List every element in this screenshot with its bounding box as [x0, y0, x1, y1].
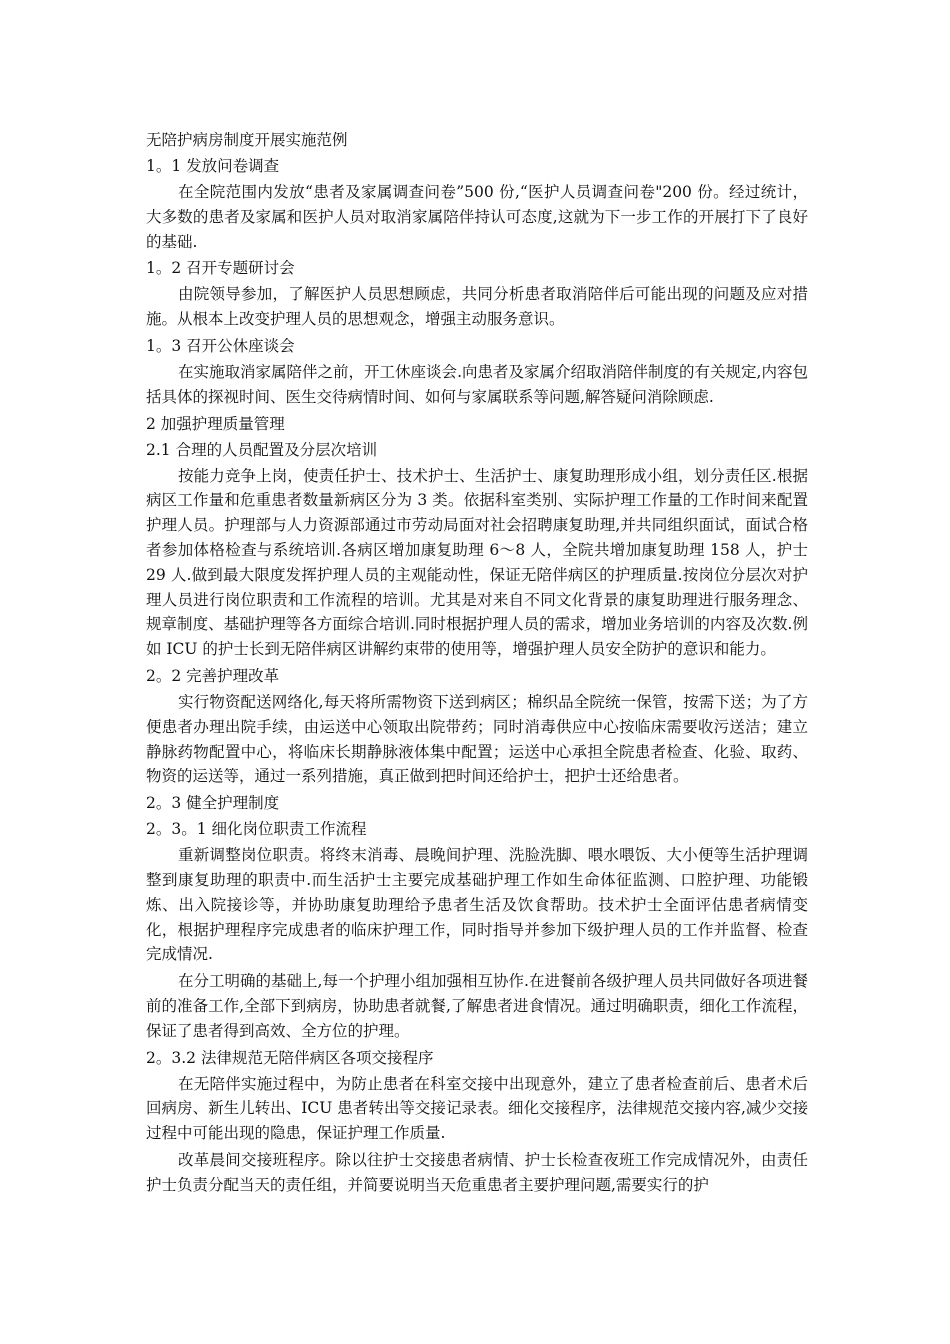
section-heading-2-3-1: 2。3。1 细化岗位职责工作流程	[146, 820, 367, 839]
section-heading-2-3-2: 2。3.2 法律规范无陪伴病区各项交接程序	[146, 1048, 434, 1067]
paragraph-2-3-2-a: 在无陪伴实施过程中，为防止患者在科室交接中出现意外，建立了患者检查前后、患者术后回病房、新生儿转出、ICU 患者转出等交接记录表。细化交接程序，法律规范交接内容,减少交接过程中可能出现的隐患，保证护理工作质量.	[146, 1074, 808, 1143]
paragraph-1-2: 由院领导参加，了解医护人员思想顾虑，共同分析患者取消陪伴后可能出现的问题及应对措施。从根本上改变护理人员的思想观念，增强主动服务意识。	[146, 285, 808, 329]
paragraph-2-3-1-a: 重新调整岗位职责。将终末消毒、晨晚间护理、洗脸洗脚、喂水喂饭、大小便等生活护理调整到康复助理的职责中.而生活护士主要完成基础护理工作如生命体征监测、口腔护理、功能锻炼、出入院接诊等，并协助康复助理给予患者生活及饮食帮助。技术护士全面评估患者病情变化，根据护理程序完成患者的临床护理工作，同时指导并参加下级护理人员的工作并监督、检查完成情况.	[146, 846, 808, 964]
section-heading-1-1: 1。1 发放问卷调查	[146, 157, 280, 175]
paragraph-1-1: 在全院范围内发放“患者及家属调查问卷”500 份,“医护人员调查问卷"200 份。经过统计，大多数的患者及家属和医护人员对取消家属陪伴持认可态度,这就为下一步工作的开展打下了良好的基础.	[146, 183, 808, 251]
paragraph-2-1: 按能力竞争上岗，使责任护士、技术护士、生活护士、康复助理形成小组，划分责任区.根据病区工作量和危重患者数量新病区分为 3 类。依据科室类别、实际护理工作量的工作时间来配置护理人员。护理部与人力资源部通过市劳动局面对社会招聘康复助理,并共同组织面试，面试合格者参加体格检查与系统培训.各病区增加康复助理 6～8 人，全院共增加康复助理 158 人，护士 29 人.做到最大限度发挥护理人员的主观能动性，保证无陪伴病区的护理质量.按岗位分层次对护理人员进行岗位职责和工作流程的培训。尤其是对来自不同文化背景的康复助理进行服务理念、规章制度、基础护理等各方面综合培训.同时根据护理人员的需求，增加业务培训的内容及次数.例如 ICU 的护士长到无陪伴病区讲解约束带的使用等，增强护理人员安全防护的意识和能力。	[146, 466, 808, 659]
paragraph-2-3-1-b: 在分工明确的基础上,每一个护理小组加强相互协作.在进餐前各级护理人员共同做好各项进餐前的准备工作,全部下到病房，协助患者就餐,了解患者进食情况。通过明确职责，细化工作流程，保证了患者得到高效、全方位的护理。	[146, 972, 808, 1040]
section-heading-2-1: 2.1 合理的人员配置及分层次培训	[146, 440, 378, 459]
section-heading-1-3: 1。3 召开公休座谈会	[146, 336, 295, 355]
document-title: 无陪护病房制度开展实施范例	[146, 131, 348, 149]
paragraph-2-3-2-b: 改革晨间交接班程序。除以往护士交接患者病情、护士长检查夜班工作完成情况外，由责任护士负责分配当天的责任组，并简要说明当天危重患者主要护理问题,需要实行的护	[146, 1150, 808, 1194]
paragraph-1-3: 在实施取消家属陪伴之前，开工休座谈会.向患者及家属介绍取消陪伴制度的有关规定,内容包括具体的探视时间、医生交待病情时间、如何与家属联系等问题,解答疑问消除顾虑.	[146, 362, 808, 406]
section-heading-2-2: 2。2 完善护理改革	[146, 666, 280, 685]
section-heading-2: 2 加强护理质量管理	[146, 414, 285, 433]
section-heading-2-3: 2。3 健全护理制度	[146, 794, 280, 813]
section-heading-1-2: 1。2 召开专题研讨会	[146, 259, 295, 278]
paragraph-2-2: 实行物资配送网络化,每天将所需物资下送到病区；棉织品全院统一保管，按需下送；为了方便患者办理出院手续，由运送中心领取出院带药；同时消毒供应中心按临床需要收污送洁；建立静脉药物配置中心，将临床长期静脉液体集中配置；运送中心承担全院患者检查、化验、取药、物资的运送等，通过一系列措施，真正做到把时间还给护士，把护士还给患者。	[146, 692, 808, 786]
document-page	[146, 128, 808, 1200]
